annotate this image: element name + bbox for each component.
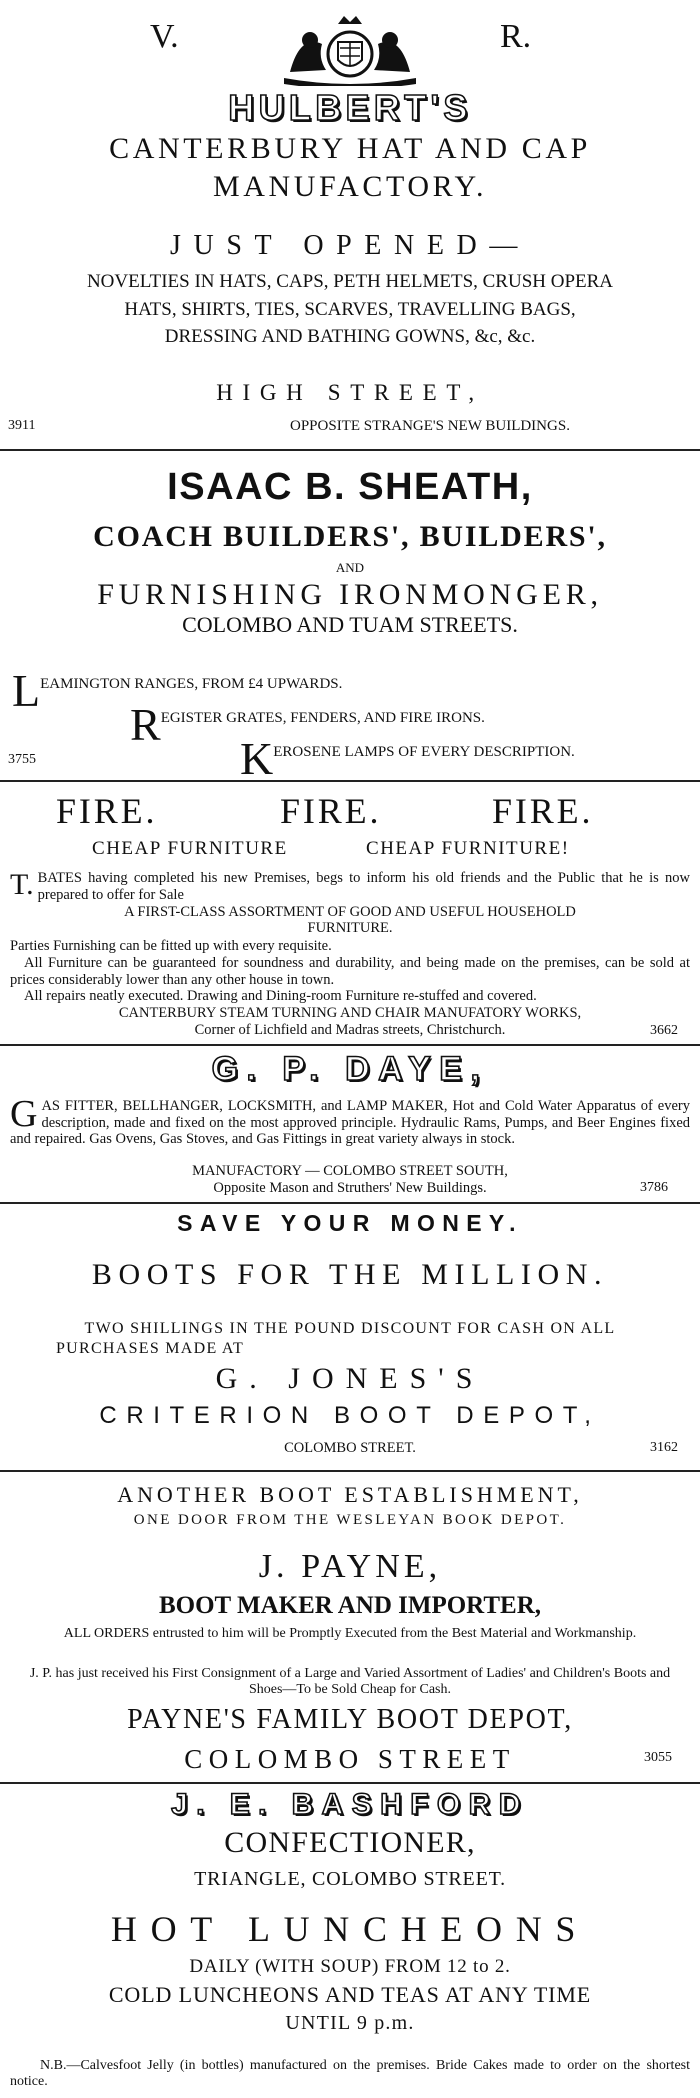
jones-discount-2: PURCHASES MADE AT bbox=[56, 1340, 245, 1357]
bashford-confectioner: CONFECTIONER, bbox=[224, 1826, 476, 1859]
sheath-ad-number: 3755 bbox=[8, 752, 36, 767]
hulbert-opened: JUST OPENED— bbox=[170, 230, 530, 261]
divider bbox=[0, 780, 700, 782]
fire-heading-1: FIRE. bbox=[56, 791, 158, 831]
daye-dropcap: G bbox=[10, 1093, 38, 1135]
jones-name: G. JONES'S bbox=[215, 1362, 485, 1395]
daye-description: GAS FITTER, BELLHANGER, LOCKSMITH, and LAMP MAKER, Hot and Cold Water Apparatus of every description, made and fixed on the most approved principle. Hydraulic Rams, Pumps, and Beer Engines fixed and repaired. Gas Ovens, Gas Stoves, and Gas Fittings in great variety always in stock. bbox=[10, 1093, 690, 1147]
jones-save: SAVE YOUR MONEY. bbox=[177, 1210, 523, 1236]
sheath-and: AND bbox=[335, 560, 365, 575]
v-letter: V. bbox=[150, 18, 179, 55]
cheap-furniture-2: CHEAP FURNITURE! bbox=[366, 838, 570, 859]
divider bbox=[0, 1044, 700, 1046]
jones-depot: CRITERION BOOT DEPOT, bbox=[99, 1402, 601, 1429]
sheath-line2: FURNISHING IRONMONGER, bbox=[97, 578, 603, 611]
payne-one-door: ONE DOOR FROM THE WESLEYAN BOOK DEPOT. bbox=[133, 1512, 567, 1528]
bashford-triangle: TRIANGLE, COLOMBO STREET. bbox=[194, 1868, 506, 1890]
royal-coat-of-arms-icon bbox=[270, 14, 430, 86]
sheath-dropcap-k: K bbox=[240, 733, 274, 784]
divider bbox=[0, 1202, 700, 1204]
sheath-grates: REGISTER GRATES, FENDERS, AND FIRE IRONS. bbox=[130, 699, 485, 750]
divider bbox=[0, 449, 700, 451]
bates-requisite: Parties Furnishing can be fitted up with every requisite. bbox=[10, 938, 332, 954]
daye-name: G. P. DAYE, bbox=[211, 1050, 489, 1088]
bates-works: CANTERBURY STEAM TURNING AND CHAIR MANUFATORY WORKS, bbox=[118, 1005, 582, 1021]
bashford-name: J. E. BASHFORD bbox=[171, 1788, 529, 1821]
payne-street: COLOMBO STREET bbox=[184, 1744, 516, 1774]
r-letter: R. bbox=[500, 18, 532, 55]
sheath-name: ISAAC B. SHEATH, bbox=[167, 466, 533, 508]
hulbert-street: HIGH STREET, bbox=[216, 380, 484, 405]
bashford-hot-luncheons: HOT LUNCHEONS bbox=[110, 1909, 590, 1949]
payne-orders: ALL ORDERS entrusted to him will be Promptly Executed from the Best Material and Workmanship. bbox=[63, 1626, 637, 1641]
bashford-until: UNTIL 9 p.m. bbox=[285, 2012, 415, 2034]
payne-another: ANOTHER BOOT ESTABLISHMENT, bbox=[117, 1482, 583, 1507]
daye-ad-number: 3786 bbox=[640, 1180, 668, 1195]
hulbert-line2: MANUFACTORY. bbox=[212, 170, 488, 203]
daye-manufactory: MANUFACTORY — COLOMBO STREET SOUTH, bbox=[192, 1163, 508, 1179]
sheath-dropcap-l: L bbox=[12, 665, 41, 716]
sheath-line3: COLOMBO AND TUAM STREETS. bbox=[182, 612, 518, 637]
sheath-dropcap-r: R bbox=[130, 699, 161, 750]
fire-heading-2: FIRE. bbox=[280, 791, 382, 831]
sheath-ranges: LEAMINGTON RANGES, FROM £4 UPWARDS. bbox=[12, 665, 343, 716]
bates-ad-number: 3662 bbox=[650, 1023, 678, 1038]
hulbert-name: HULBERT'S bbox=[228, 87, 472, 128]
jones-street: COLOMBO STREET. bbox=[284, 1440, 416, 1456]
bashford-cold: COLD LUNCHEONS AND TEAS AT ANY TIME bbox=[108, 1982, 592, 2007]
hulbert-line1: CANTERBURY HAT AND CAP bbox=[109, 132, 591, 165]
hulbert-novelties-1: NOVELTIES IN HATS, CAPS, PETH HELMETS, CRUSH OPERA bbox=[86, 271, 614, 292]
hulbert-novelties-2: HATS, SHIRTS, TIES, SCARVES, TRAVELLING BAGS, bbox=[124, 299, 576, 320]
divider bbox=[0, 1470, 700, 1472]
sheath-lamps: KEROSENE LAMPS OF EVERY DESCRIPTION. bbox=[240, 733, 575, 784]
bashford-daily: DAILY (WITH SOUP) FROM 12 to 2. bbox=[189, 1956, 511, 1977]
payne-ad-number: 3055 bbox=[644, 1750, 672, 1765]
divider bbox=[0, 1782, 700, 1784]
cheap-furniture-1: CHEAP FURNITURE bbox=[92, 838, 288, 859]
bates-guarantee: All Furniture can be guaranteed for soundness and durability, and being made on the premises, can be sold at prices considerably lower than any other house in town. bbox=[10, 955, 690, 988]
bashford-note: N.B.—Calvesfoot Jelly (in bottles) manufactured on the premises. Bride Cakes made to order on the shortest notice. bbox=[10, 2058, 690, 2089]
jones-boots: BOOTS FOR THE MILLION. bbox=[91, 1258, 609, 1291]
hulbert-novelties-3: DRESSING AND BATHING GOWNS, &c, &c. bbox=[164, 326, 536, 347]
bates-dropcap: T. bbox=[10, 868, 34, 901]
payne-name: J. PAYNE, bbox=[258, 1548, 442, 1585]
payne-consignment: J. P. has just received his First Consignment of a Large and Varied Assortment of Ladies' and Children's Boots and Shoes—To be Sold Cheap for Cash. bbox=[29, 1666, 671, 1697]
jones-discount-1: TWO SHILLINGS IN THE POUND DISCOUNT FOR CASH ON ALL bbox=[84, 1320, 616, 1337]
fire-heading-3: FIRE. bbox=[492, 791, 594, 831]
hulbert-ad-number: 3911 bbox=[8, 418, 36, 433]
bates-intro: T. BATES having completed his new Premises, begs to inform his old friends and the Public that he is now prepared to offer for Sale bbox=[10, 868, 690, 903]
daye-opposite: Opposite Mason and Struthers' New Buildings. bbox=[213, 1180, 487, 1196]
bates-address: Corner of Lichfield and Madras streets, Christchurch. bbox=[194, 1022, 506, 1038]
jones-ad-number: 3162 bbox=[650, 1440, 678, 1455]
payne-family-depot: PAYNE'S FAMILY BOOT DEPOT, bbox=[127, 1704, 573, 1735]
bates-repairs: All repairs neatly executed. Drawing and Dining-room Furniture re-stuffed and covered. bbox=[24, 988, 537, 1004]
sheath-line1: COACH BUILDERS', BUILDERS', bbox=[93, 520, 607, 553]
bates-assortment: A FIRST-CLASS ASSORTMENT OF GOOD AND USEFUL HOUSEHOLD FURNITURE. bbox=[124, 904, 576, 936]
payne-maker: BOOT MAKER AND IMPORTER, bbox=[158, 1592, 542, 1619]
hulbert-opposite: OPPOSITE STRANGE'S NEW BUILDINGS. bbox=[290, 418, 570, 434]
